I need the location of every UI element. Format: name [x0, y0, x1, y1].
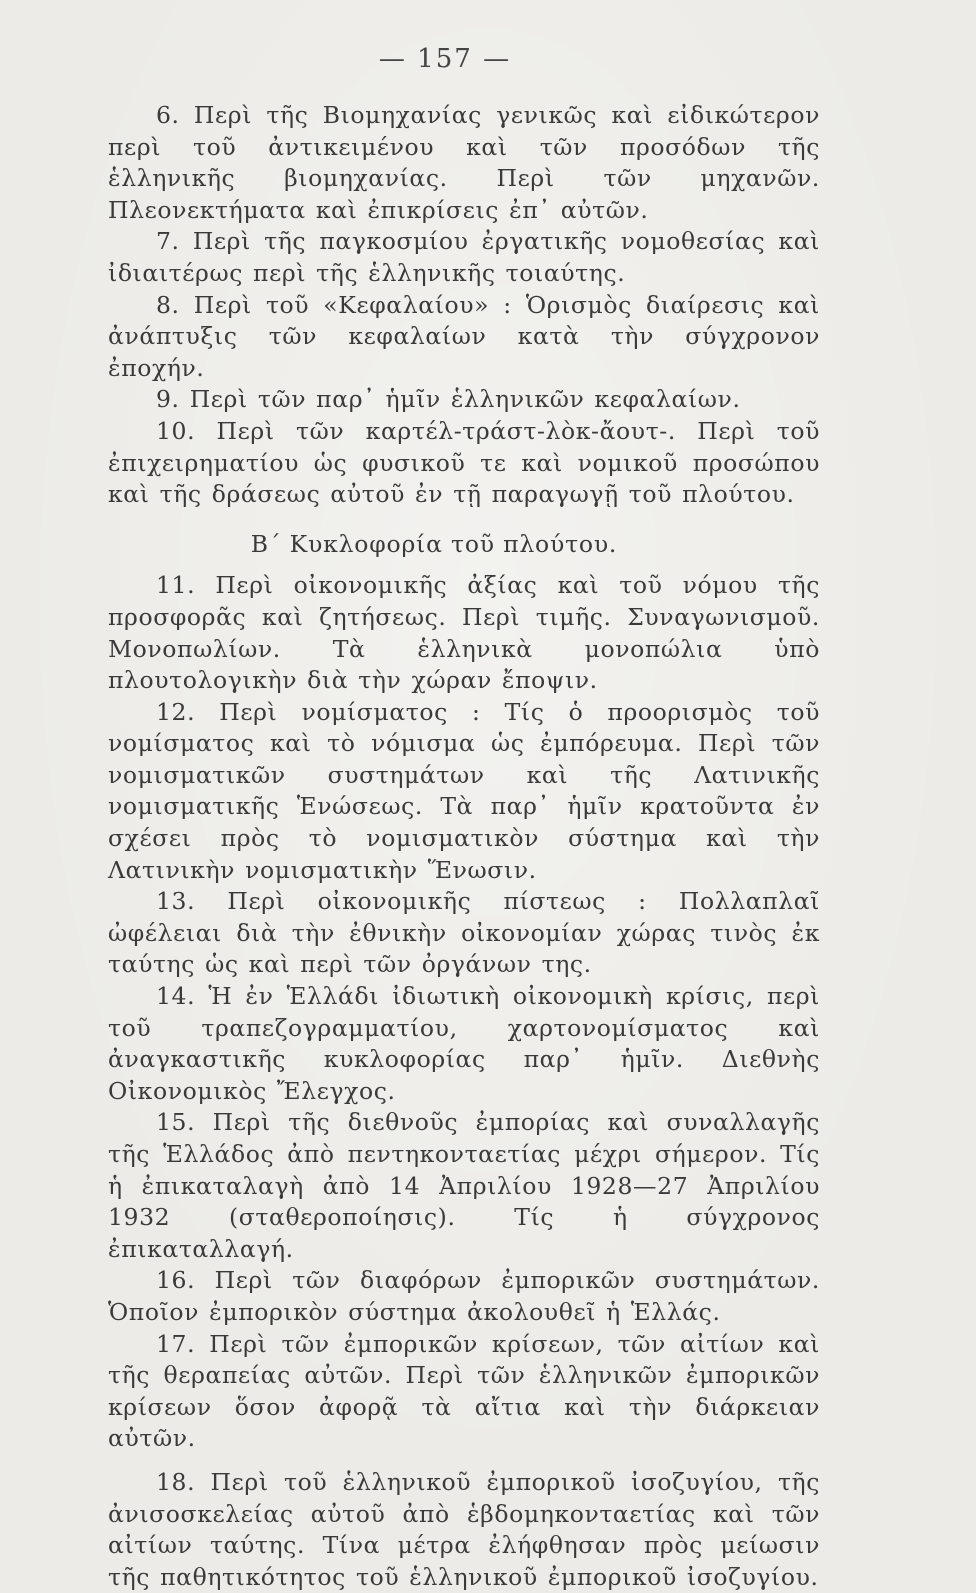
paragraph-item-15: 15. Περὶ τῆς διεθνοῦς ἐμπορίας καὶ συναλλαγῆς τῆς Ἑλλάδος ἀπὸ πεντηκονταετίας μέχρι σήμερον. Τίς ἡ ἐπικαταλαγὴ ἀπὸ 14 Ἀπριλίου 1928—27 Ἀπριλίου 1932 (σταθεροποίησις). Τίς ἡ σύγχρονος ἐπικαταλλαγή. [108, 1108, 820, 1263]
paragraph-item-11: 11. Περὶ οἰκονομικῆς ἀξίας καὶ τοῦ νόμου τῆς προσφορᾶς καὶ ζητήσεως. Περὶ τιμῆς. Συναγωνισμοῦ. Μονοπωλίων. Τὰ ἑλληνικὰ μονοπώλια ὑπὸ πλουτολογικὴν διὰ τὴν χώραν ἔποψιν. [108, 571, 820, 695]
paragraph-item-9: 9. Περὶ τῶν παρ᾽ ἡμῖν ἑλληνικῶν κεφαλαίων. [156, 385, 741, 414]
paragraph-item-12: 12. Περὶ νομίσματος : Τίς ὁ προορισμὸς τοῦ νομίσματος καὶ τὸ νόμισμα ὡς ἐμπόρευμα. Περὶ τῶν νομισματικῶν συστημάτων καὶ τῆς Λατινικῆς νομισματικῆς Ἑνώσεως. Τὰ παρ᾽ ἡμῖν κρατοῦντα ἐν σχέσει πρὸς τὸ νομισματικὸν σύστημα καὶ τὴν Λατινικὴν νομισματικὴν Ἕνωσιν. [108, 697, 820, 884]
paragraph-item-18: 18. Περὶ τοῦ ἑλληνικοῦ ἐμπορικοῦ ἰσοζυγίου, τῆς ἀνισοσκελείας αὐτοῦ ἀπὸ ἑβδομηκονταετίας καὶ τῶν αἰτίων ταύτης. Τίνα μέτρα ἐλήφθησαν πρὸς μείωσιν τῆς παθητικότητος τοῦ ἑλληνικοῦ ἐμπορικοῦ ἰσοζυγίου. [108, 1467, 820, 1591]
paragraph-item-7: 7. Περὶ τῆς παγκοσμίου ἐργατικῆς νομοθεσίας καὶ ἰδιαιτέρως περὶ τῆς ἑλληνικῆς τοιαύτης. [108, 227, 820, 287]
main-text [108, 100, 820, 1593]
paragraph-item-14: 14. Ἡ ἐν Ἑλλάδι ἰδιωτικὴ οἰκονομικὴ κρίσις, περὶ τοῦ τραπεζογραμματίου, χαρτονομίσματος καὶ ἀναγκαστικῆς κυκλοφορίας παρ᾽ ἡμῖν. Διεθνὴς Οἰκονομικὸς Ἔλεγχος. [108, 982, 820, 1105]
paragraph-item-8: 8. Περὶ τοῦ «Κεφαλαίου» : Ὁρισμὸς διαίρεσις καὶ ἀνάπτυξις τῶν κεφαλαίων κατὰ τὴν σύγχρονον ἐποχήν. [108, 290, 820, 382]
paragraph-item-16: 16. Περὶ τῶν διαφόρων ἐμπορικῶν συστημάτων. Ὁποῖον ἐμπορικὸν σύστημα ἀκολουθεῖ ἡ Ἑλλάς. [108, 1266, 820, 1326]
paragraph-item-13: 13. Περὶ οἰκονομικῆς πίστεως : Πολλαπλαῖ ὠφέλειαι διὰ τὴν ἐθνικὴν οἰκονομίαν χώρας τινὸς ἐκ ταύτης ὡς καὶ περὶ τῶν ὀργάνων της. [108, 887, 820, 979]
paragraph-item-10: 10. Περὶ τῶν καρτέλ-τράστ-λὸκ-ἄουτ-. Περὶ τοῦ ἐπιχειρηματίου ὡς φυσικοῦ τε καὶ νομικοῦ προσώπου καὶ τῆς δράσεως αὐτοῦ ἐν τῇ παραγωγῇ τοῦ πλούτου. [108, 416, 820, 509]
section-heading: Β΄ Κυκλοφορία τοῦ πλούτου. [250, 529, 618, 558]
page-number: — 157 — [378, 44, 512, 74]
paragraph-item-17: 17. Περὶ τῶν ἐμπορικῶν κρίσεων, τῶν αἰτίων καὶ τῆς θεραπείας αὐτῶν. Περὶ τῶν ἑλληνικῶν ἐμπορικῶν κρίσεων ὅσον ἀφορᾷ τὰ αἴτια καὶ τὴν διάρκειαν αὐτῶν. [108, 1329, 820, 1453]
paragraph-item-6: 6. Περὶ τῆς Βιομηχανίας γενικῶς καὶ εἰδικώτερον περὶ τοῦ ἀντικειμένου καὶ τῶν προσόδων τῆς ἑλληνικῆς βιομηχανίας. Περὶ τῶν μηχανῶν. Πλεονεκτήματα καὶ ἐπικρίσεις ἐπ᾽ αὐτῶν. [108, 101, 820, 224]
